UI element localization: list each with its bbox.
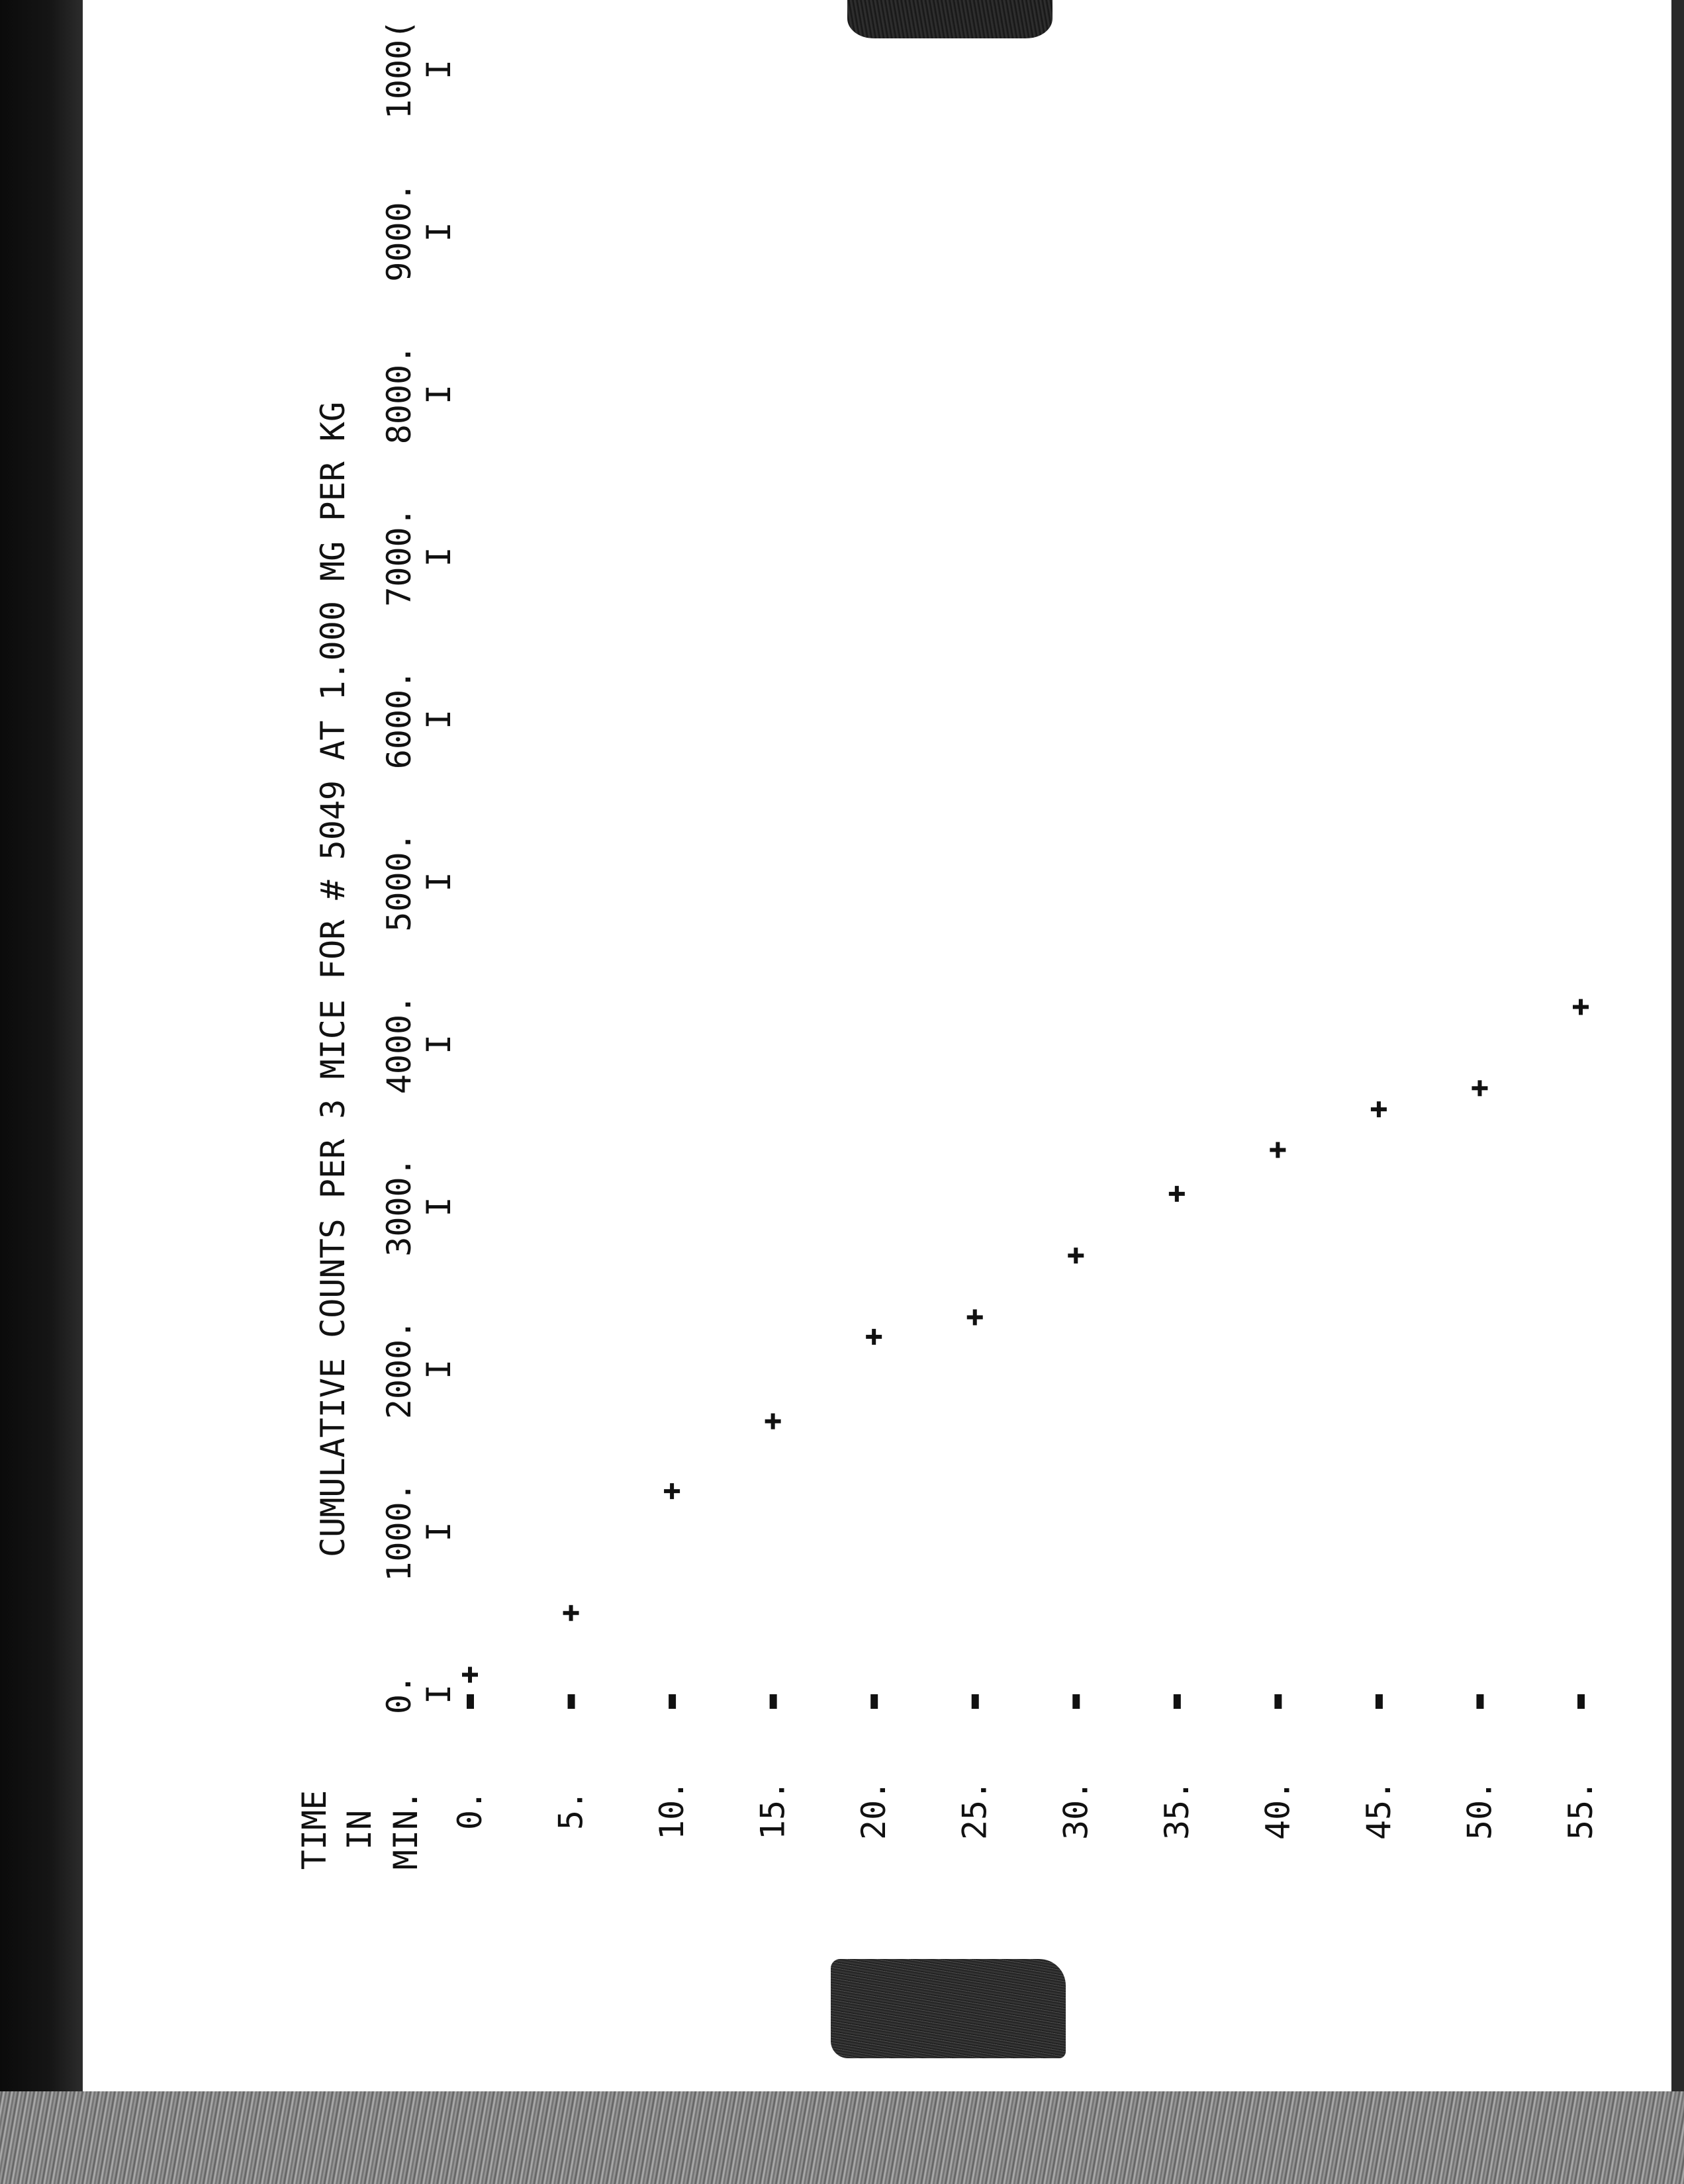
data-point-vbar xyxy=(670,1483,674,1499)
data-point-vbar xyxy=(1579,999,1583,1015)
x-tick-mark: I xyxy=(420,872,458,892)
x-tick-mark: I xyxy=(420,547,458,567)
data-point-vbar xyxy=(468,1667,472,1683)
x-tick-label: 1000. xyxy=(380,1482,418,1582)
y-tick-label: 55. xyxy=(1562,1780,1600,1841)
x-axis-ticks xyxy=(380,20,458,1714)
data-point-vbar xyxy=(1377,1101,1381,1117)
x-tick-label: 6000. xyxy=(380,669,418,770)
x-tick-mark: I xyxy=(420,222,458,242)
x-tick-label: 0. xyxy=(380,1674,418,1715)
data-points xyxy=(462,999,1589,1683)
y-tick-mark xyxy=(1577,1694,1585,1709)
y-axis-label xyxy=(295,1790,425,1870)
data-point-vbar xyxy=(1276,1142,1280,1158)
data-point-vbar xyxy=(872,1329,876,1345)
y-label-line: MIN. xyxy=(387,1790,425,1870)
y-tick-mark xyxy=(1174,1694,1181,1709)
data-point-vbar xyxy=(973,1309,977,1325)
y-tick-mark xyxy=(1476,1694,1483,1709)
y-tick-label: 5. xyxy=(551,1790,590,1831)
x-tick-label: 4000. xyxy=(380,994,418,1095)
data-point xyxy=(1270,1142,1286,1158)
x-tick-mark: I xyxy=(420,384,458,405)
data-point xyxy=(1573,999,1589,1015)
x-tick-mark: I xyxy=(420,1359,458,1380)
y-tick-label: 40. xyxy=(1258,1780,1297,1841)
y-tick-label: 45. xyxy=(1359,1780,1398,1841)
y-tick-mark xyxy=(467,1694,474,1709)
data-point xyxy=(1068,1248,1084,1263)
data-point-vbar xyxy=(1477,1080,1481,1096)
data-point xyxy=(1472,1080,1487,1096)
data-point xyxy=(967,1309,983,1325)
x-tick-mark: I xyxy=(420,1684,458,1705)
x-tick-mark: I xyxy=(420,1197,458,1217)
y-tick-mark xyxy=(972,1694,979,1709)
y-tick-label: 20. xyxy=(855,1780,894,1841)
x-tick-label: 7000. xyxy=(380,507,418,607)
y-label-line: TIME xyxy=(295,1790,334,1870)
y-tick-mark xyxy=(669,1694,676,1709)
x-tick-label: 9000. xyxy=(380,182,418,282)
y-tick-mark xyxy=(568,1694,575,1709)
y-axis-ticks xyxy=(451,1694,1600,1840)
y-tick-label: 25. xyxy=(955,1780,994,1841)
y-tick-mark xyxy=(1274,1694,1282,1709)
y-tick-label: 15. xyxy=(753,1780,792,1841)
x-tick-label: 1000( xyxy=(380,19,418,120)
y-tick-label: 30. xyxy=(1056,1780,1096,1841)
data-point xyxy=(866,1329,882,1345)
x-tick-label: 5000. xyxy=(380,832,418,932)
x-tick-mark: I xyxy=(420,1522,458,1542)
y-label-line: IN xyxy=(340,1809,379,1850)
y-tick-mark xyxy=(1072,1694,1080,1709)
x-tick-mark: I xyxy=(420,1034,458,1055)
x-tick-mark: I xyxy=(420,59,458,80)
chart-title: CUMULATIVE COUNTS PER 3 MICE FOR # 5049 AT 1.000 MG PER KG xyxy=(314,402,352,1557)
data-point xyxy=(1169,1186,1185,1202)
y-tick-label: 35. xyxy=(1157,1780,1196,1841)
data-point-vbar xyxy=(569,1605,573,1621)
y-tick-label: 10. xyxy=(653,1780,692,1841)
data-point-vbar xyxy=(1074,1248,1078,1263)
x-tick-label: 2000. xyxy=(380,1319,418,1420)
x-tick-mark: I xyxy=(420,709,458,730)
data-point xyxy=(664,1483,680,1499)
y-tick-mark xyxy=(1376,1694,1383,1709)
data-point-vbar xyxy=(1175,1186,1179,1202)
x-tick-label: 3000. xyxy=(380,1157,418,1257)
y-tick-mark xyxy=(770,1694,777,1709)
data-point xyxy=(462,1667,478,1683)
y-tick-mark xyxy=(870,1694,878,1709)
data-point xyxy=(765,1414,781,1430)
y-tick-label: 50. xyxy=(1460,1780,1499,1841)
data-point xyxy=(563,1605,579,1621)
y-tick-label: 0. xyxy=(451,1790,489,1831)
data-point-vbar xyxy=(771,1414,775,1430)
x-tick-label: 8000. xyxy=(380,344,418,445)
data-point xyxy=(1371,1101,1387,1117)
